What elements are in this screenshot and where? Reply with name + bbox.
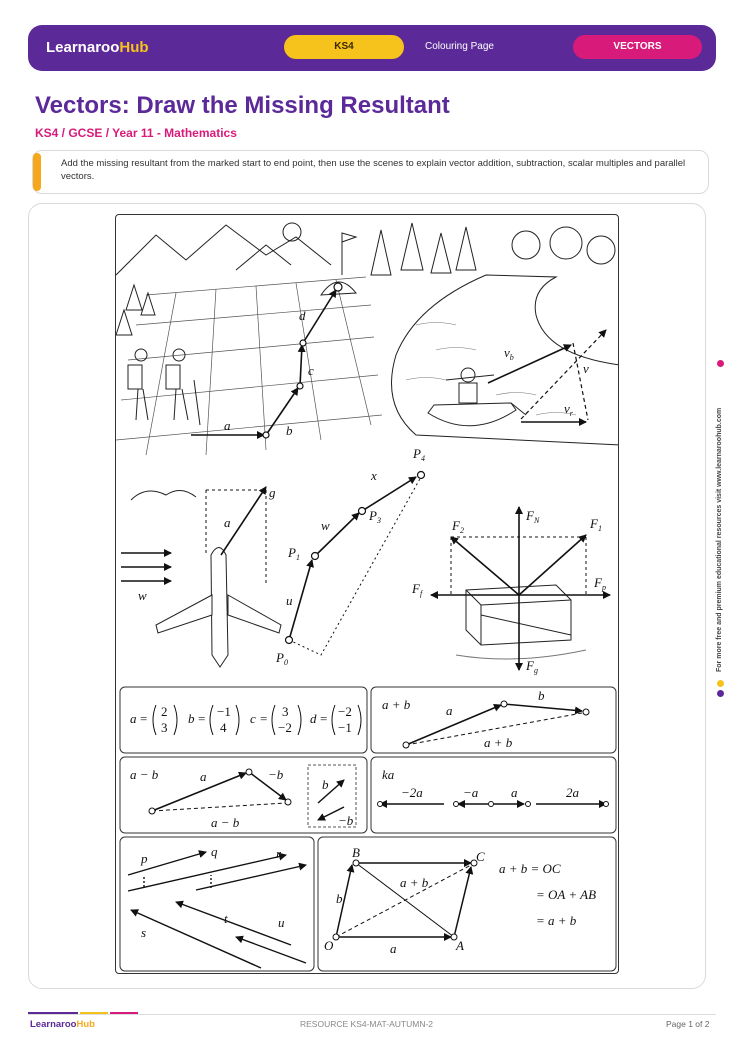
colvec-b-bottom: 4 [220, 720, 227, 735]
point-p1 [312, 553, 319, 560]
eq-line: = a + b [536, 913, 577, 928]
colvec-a-top: 2 [161, 704, 168, 719]
mountains [116, 225, 331, 275]
colouring-sheet [115, 214, 619, 974]
parallel-label: t [224, 911, 228, 926]
colvec-c-top: 3 [282, 704, 289, 719]
wind-arrows [121, 553, 171, 581]
footer-brand-accent: Hub [76, 1019, 95, 1030]
cloud [131, 490, 196, 500]
points-path [289, 477, 421, 655]
subtraction-neg-b: −b [268, 767, 284, 782]
subtraction-a: a [200, 769, 207, 784]
instructions-box [32, 150, 709, 194]
pine-trees [116, 285, 155, 335]
addition-b: b [538, 688, 545, 703]
label-vr: $v_r$ [564, 401, 573, 418]
label-p4: $P_4$ [413, 446, 425, 463]
footer-rule [28, 1014, 716, 1015]
label-vb: $v_b$ [504, 345, 514, 362]
vector-f2 [451, 537, 519, 595]
label-f1: $F_1$ [590, 516, 602, 533]
addition-sum: a + b [484, 735, 513, 750]
svg-text:=: = [260, 711, 268, 726]
svg-text:=: = [198, 711, 206, 726]
page-title: Vectors: Draw the Missing Resultant [35, 92, 450, 119]
hike-point [297, 383, 303, 389]
label-x: x [371, 468, 377, 483]
point-p0 [286, 637, 293, 644]
resource-type-label: Colouring Page [425, 41, 494, 52]
forest [371, 223, 615, 275]
brand-logo[interactable] [46, 39, 149, 56]
stage-pill: KS4 [284, 35, 404, 59]
parallel-label: u [278, 915, 285, 930]
label-p3: $P_3$ [369, 508, 381, 525]
footer-brand[interactable] [30, 1019, 95, 1030]
label-w-wind: w [138, 588, 147, 603]
edge-label: a [390, 941, 397, 956]
label-g: g [269, 485, 276, 500]
label-v: v [583, 361, 589, 376]
colvec-d-name: d [310, 711, 317, 726]
scalar-label: −a [463, 785, 479, 800]
hiking-scene [116, 223, 382, 455]
point-p3 [359, 508, 366, 515]
scalar-label: −2a [401, 785, 423, 800]
addition-heading: a + b [382, 697, 411, 712]
plane-scene [121, 487, 281, 667]
colvec-c-bottom: −2 [278, 720, 292, 735]
boat-guide-line [573, 343, 588, 420]
rowing-boat [428, 368, 526, 426]
parallel-label: s [141, 925, 147, 940]
parallel-label: r [276, 846, 282, 861]
subtraction-heading: a − b [130, 767, 159, 782]
colvec-b-top: −1 [217, 704, 231, 719]
ground-grid [116, 277, 382, 455]
subtraction-neg-b2: −b [338, 813, 354, 828]
hike-point [263, 432, 269, 438]
label-p1: $P_1$ [288, 545, 300, 562]
page-subtitle: KS4 / GCSE / Year 11 - Mathematics [35, 126, 237, 140]
scalar-label: 2a [566, 785, 579, 800]
vector-d [303, 290, 336, 343]
footer-brand-main: Learnaroo [30, 1019, 77, 1030]
instructions-accent-bar [33, 153, 41, 191]
label-a: a [224, 418, 231, 433]
label-b: b [286, 423, 293, 438]
svg-text:=: = [320, 711, 328, 726]
hikers [128, 349, 200, 425]
side-dot-pink [717, 360, 724, 367]
mountain-ridge [236, 245, 291, 270]
label-ff: $F_f$ [412, 581, 423, 598]
brand-accent: Hub [119, 39, 149, 56]
sidebar-text: For more free and premium educational resources visit www.learnaroohub.com [716, 407, 723, 672]
point-p4 [418, 472, 425, 479]
resultant-guide [289, 477, 421, 655]
colvec-d-bottom: −1 [338, 720, 352, 735]
panel-column-vectors [120, 687, 367, 753]
eq-line: a + b = OC [499, 861, 561, 876]
instructions-text: Add the missing resultant from the marked start to end point, then use the scenes to explain vector addition, subtraction, scalar multiples and parallel vectors. [61, 158, 686, 182]
page-number: Page 1 of 2 [666, 1019, 710, 1029]
label-fp: $F_p$ [594, 575, 606, 592]
brand-main: Learnaroo [46, 39, 120, 56]
label-p0: $P_0$ [276, 650, 288, 667]
colvec-a-bottom: 3 [161, 720, 168, 735]
side-dot-yellow [717, 680, 724, 687]
flag [342, 233, 356, 242]
resource-code: RESOURCE KS4-MAT-AUTUMN-2 [300, 1019, 434, 1029]
river [392, 275, 620, 445]
sun [283, 223, 301, 241]
vertex-label: A [456, 938, 464, 953]
edge-label: b [336, 891, 343, 906]
vertex-label: O [324, 938, 334, 953]
vector-vb [488, 345, 571, 383]
label-d: d [299, 308, 306, 323]
sidebar-promo [708, 360, 734, 700]
eq-line: = OA + AB [536, 887, 597, 902]
colvec-a-name: a [130, 711, 137, 726]
vertex-label: B [352, 845, 360, 860]
label-c: c [308, 363, 314, 378]
label-fg: $F_g$ [526, 658, 538, 675]
addition-a: a [446, 703, 453, 718]
parallel-label: q [211, 844, 218, 859]
parallel-label: p [141, 851, 148, 866]
hike-end-point [334, 283, 342, 291]
river-scene [371, 223, 619, 445]
side-dot-purple [717, 690, 724, 697]
scalar-label: a [511, 785, 518, 800]
vector-b [266, 388, 298, 435]
edge-label: a + b [400, 875, 429, 890]
topic-pill: VECTORS [573, 35, 702, 59]
vertex-label: C [476, 849, 485, 864]
colouring-illustration [116, 215, 619, 974]
plane-right-wing [228, 595, 281, 633]
panel-parallelogram [318, 837, 616, 971]
label-a-plane: a [224, 515, 231, 530]
plane-left-wing [156, 595, 212, 633]
colvec-d-top: −2 [338, 704, 352, 719]
colvec-b-name: b [188, 711, 195, 726]
vector-c [300, 345, 302, 386]
header-bar [28, 25, 716, 71]
subtraction-diff: a − b [211, 815, 240, 830]
ground-lines [456, 650, 586, 659]
label-w: w [321, 518, 330, 533]
label-u: u [286, 593, 293, 608]
label-f2: $F_2$ [452, 518, 464, 535]
label-fn: $F_N$ [526, 508, 540, 525]
plane-fuselage [211, 548, 228, 668]
subtraction-b: b [322, 777, 329, 792]
svg-text:=: = [140, 711, 148, 726]
colvec-c-name: c [250, 711, 256, 726]
hike-point [300, 340, 306, 346]
scalar-heading: ka [382, 767, 395, 782]
